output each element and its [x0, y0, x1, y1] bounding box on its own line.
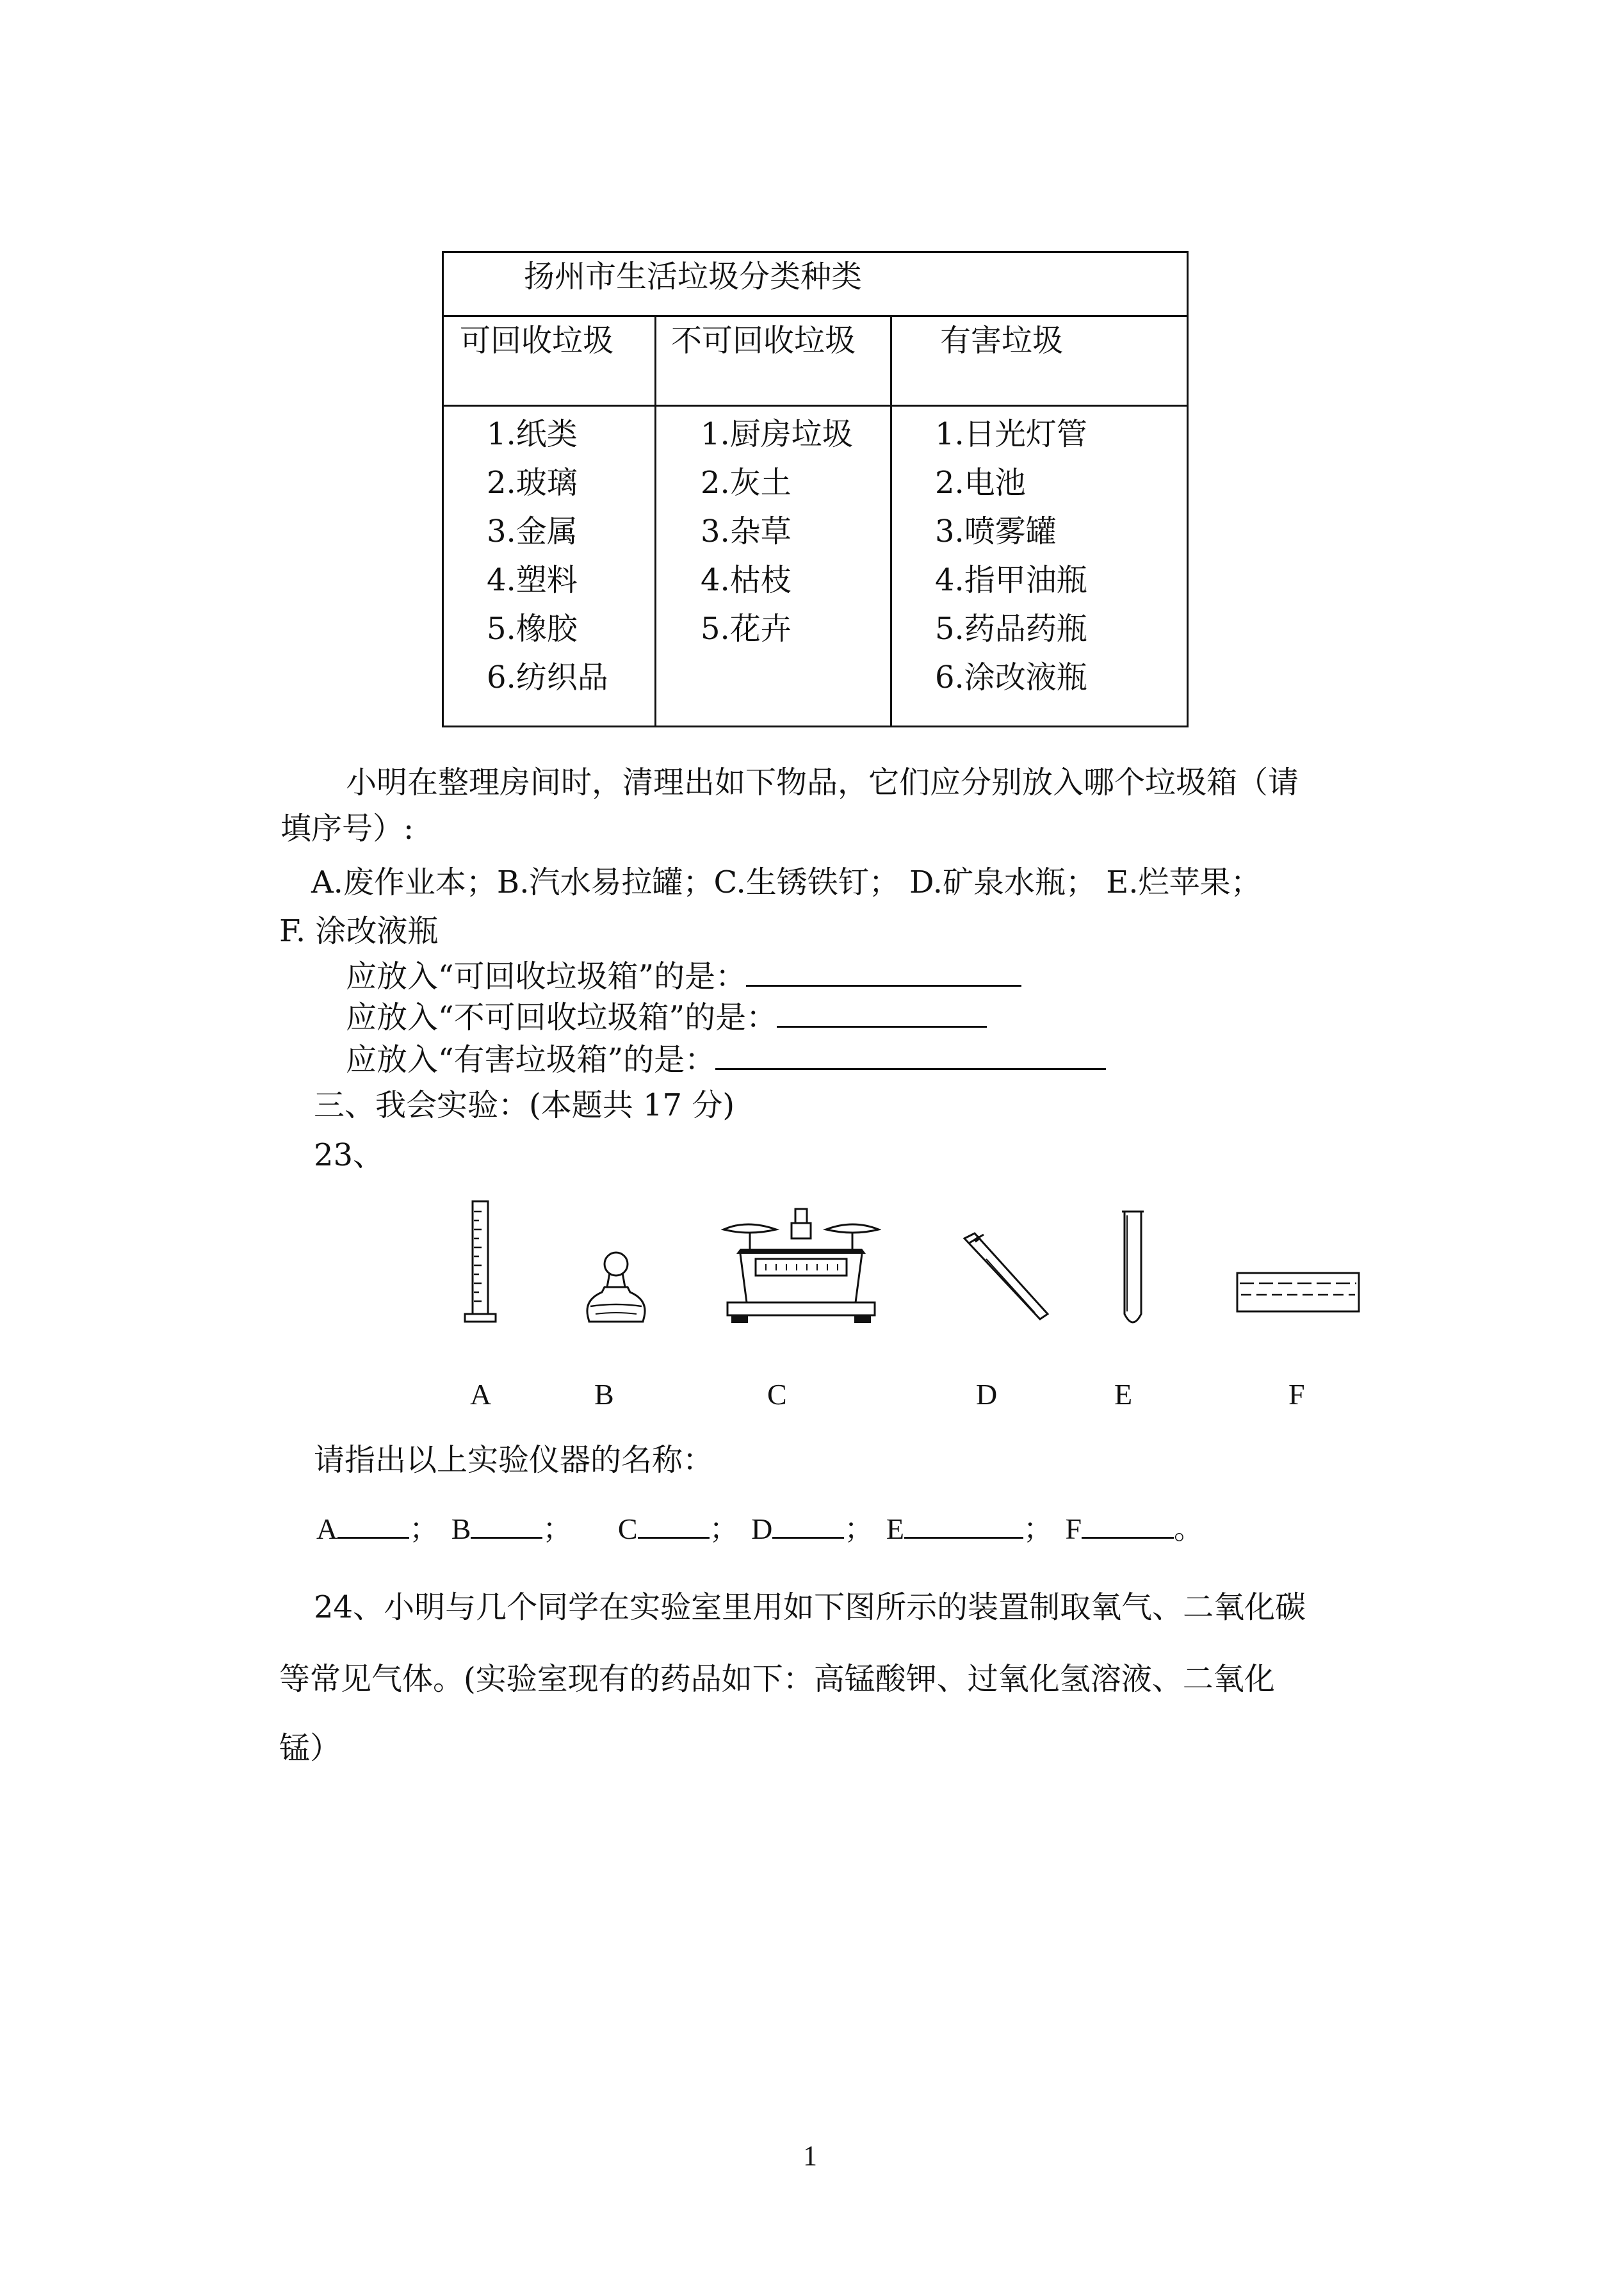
separator: ；: [409, 1512, 439, 1545]
q24-line2: 等常见气体。(实验室现有的药品如下：高锰酸钾、过氧化氢溶液、二氧化: [279, 1661, 1275, 1697]
table-divider: [654, 315, 656, 727]
section3-heading: 三、我会实验：(本题共 17 分): [314, 1087, 735, 1123]
header-non-recyclable: 不可回收垃圾: [671, 323, 856, 359]
list-item: 4.指甲油瓶: [935, 562, 1087, 598]
non-recyclable-list: [701, 410, 853, 653]
fill-non-recyclable-label: 应放入“不可回收垃圾箱”的是：: [346, 1000, 777, 1035]
tongs-icon: [958, 1229, 1054, 1326]
list-item: 4.塑料: [487, 562, 578, 598]
list-item: 3.喷雾罐: [935, 514, 1057, 549]
answer-label: E: [886, 1512, 904, 1545]
list-item: 3.金属: [487, 514, 578, 549]
list-item: 6.涂改液瓶: [935, 660, 1087, 695]
table-divider: [890, 315, 892, 727]
answer-blank[interactable]: [746, 955, 1021, 987]
answer-blank[interactable]: [337, 1511, 409, 1539]
q24-line3: 锰）: [279, 1730, 341, 1766]
list-item: 3.杂草: [701, 514, 792, 549]
list-item: 6.纺织品: [487, 660, 608, 695]
water-trough-icon: [1235, 1269, 1363, 1320]
separator: ；: [844, 1512, 874, 1545]
table-title: 扬州市生活垃圾分类种类: [524, 259, 863, 295]
q24-line1: 24、小明与几个同学在实验室里用如下图所示的装置制取氧气、二氧化碳: [314, 1589, 1306, 1625]
answer-blank[interactable]: [638, 1511, 710, 1539]
list-item: 5.橡胶: [487, 611, 578, 647]
figure-label: A: [470, 1378, 492, 1411]
table-divider: [442, 315, 1189, 317]
separator: 。: [1174, 1512, 1204, 1545]
test-tube-icon: [1117, 1209, 1149, 1331]
list-item: 5.花卉: [701, 611, 792, 647]
graduated-cylinder-icon: [462, 1199, 501, 1327]
q23-prompt: 请指出以上实验仪器的名称：: [314, 1442, 714, 1478]
q23-number: 23、: [314, 1137, 384, 1173]
q23-answers: [316, 1511, 1203, 1547]
header-recyclable: 可回收垃圾: [460, 323, 614, 359]
page-number: 1: [803, 2140, 817, 2171]
q22-intro-line2: 填序号）:: [280, 811, 414, 847]
list-item: 1.厨房垃圾: [701, 416, 853, 452]
list-item: 4.枯枝: [701, 562, 792, 598]
list-item: 2.玻璃: [487, 465, 578, 501]
figure-label: E: [1114, 1378, 1133, 1411]
list-item: 1.日光灯管: [935, 416, 1087, 452]
header-hazardous: 有害垃圾: [940, 323, 1064, 359]
answer-blank[interactable]: [715, 1039, 1106, 1070]
list-item: 5.药品药瓶: [935, 611, 1087, 647]
q22-items-line1: A.废作业本；B.汽水易拉罐；C.生锈铁钉； D.矿泉水瓶； E.烂苹果；: [311, 864, 1262, 900]
hazardous-list: [935, 410, 1087, 702]
figure-label: D: [976, 1378, 998, 1411]
fill-recyclable: [346, 955, 1021, 996]
q22-items-line2: F. 涂改液瓶: [279, 913, 439, 949]
answer-label: D: [751, 1512, 773, 1545]
alcohol-lamp-icon: [581, 1247, 652, 1331]
separator: ；: [542, 1512, 572, 1545]
figure-label: F: [1288, 1378, 1305, 1411]
answer-label: B: [451, 1512, 471, 1545]
answer-blank[interactable]: [1082, 1511, 1174, 1539]
answer-blank[interactable]: [777, 996, 987, 1028]
answer-label: F: [1065, 1512, 1082, 1545]
separator: ；: [709, 1512, 739, 1545]
list-item: 2.灰土: [701, 465, 792, 501]
fill-hazardous-label: 应放入“有害垃圾箱”的是：: [346, 1042, 716, 1078]
figure-label: C: [767, 1378, 787, 1411]
separator: ；: [1023, 1512, 1053, 1545]
figure-label: B: [594, 1378, 614, 1411]
fill-non-recyclable: [346, 996, 987, 1037]
answer-blank[interactable]: [471, 1511, 542, 1539]
fill-recyclable-label: 应放入“可回收垃圾箱”的是：: [346, 959, 747, 994]
recyclable-list: [487, 410, 608, 702]
answer-label: C: [617, 1512, 638, 1545]
answer-blank[interactable]: [904, 1511, 1023, 1539]
garbage-classification-table: [442, 251, 1189, 727]
list-item: 1.纸类: [487, 416, 578, 452]
table-divider: [442, 405, 1189, 407]
list-item: 2.电池: [935, 465, 1026, 501]
fill-hazardous: [346, 1039, 1106, 1079]
q22-intro-line1: 小明在整理房间时，清理出如下物品，它们应分别放入哪个垃圾箱（请: [346, 765, 1299, 800]
answer-label: A: [316, 1512, 338, 1545]
platform-balance-icon: [721, 1206, 881, 1328]
answer-blank[interactable]: [772, 1511, 844, 1539]
